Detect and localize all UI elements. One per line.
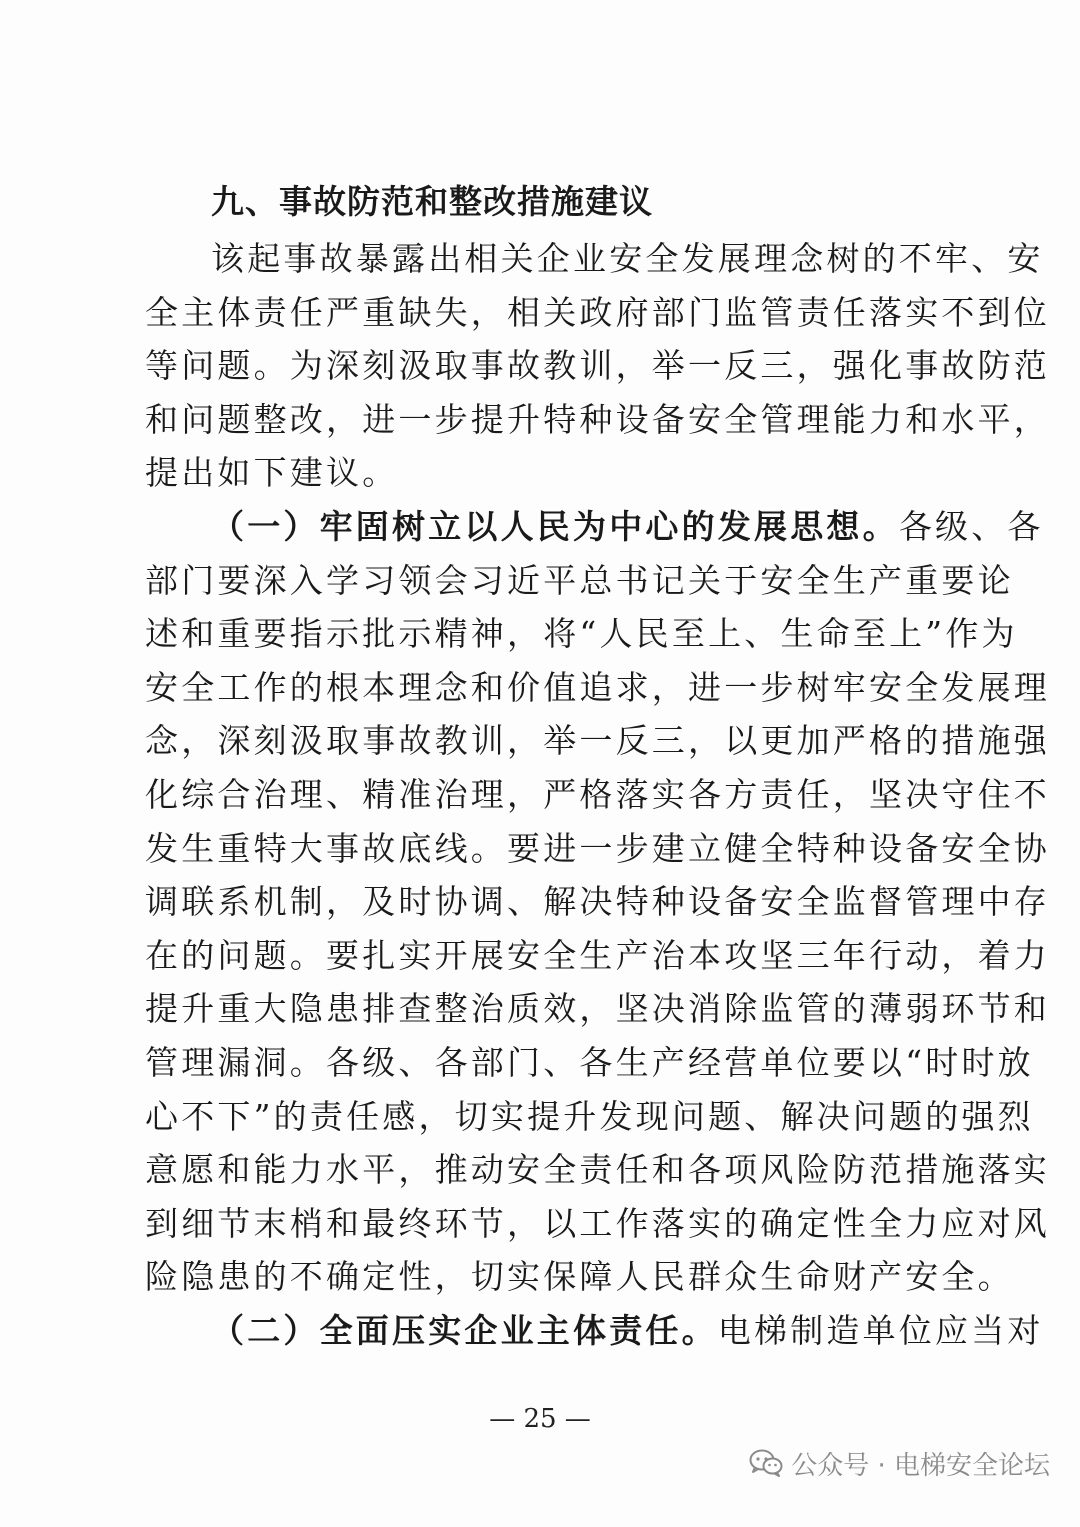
subsection-title: （一）牢固树立以人民为中心的发展思想。 [211,506,899,546]
watermark-text: 公众号 · 电梯安全论坛 [791,1450,1050,1481]
text-line [145,1304,1044,1358]
text-line: 念，深刻汲取事故教训，举一反三，以更加严格的措施强 [145,721,1050,761]
text-line: 和问题整改，进一步提升特种设备安全管理能力和水平， [145,399,1050,439]
text-line: 提出如下建议。 [145,453,399,493]
text-line: 化综合治理、精准治理，严格落实各方责任，坚决守住不 [145,774,1050,814]
text-line: 在的问题。要扎实开展安全生产治本攻坚三年行动，着力 [145,935,1050,975]
section-two-paragraph [145,1304,1044,1358]
text-line: 心不下”的责任感，切实提升发现问题、解决问题的强烈 [145,1096,1034,1136]
wechat-icon [749,1449,783,1477]
intro-paragraph [145,232,1050,500]
text-line: 到细节末梢和最终环节，以工作落实的确定性全力应对风 [145,1203,1050,1243]
text-fragment: 各级、各 [898,506,1044,546]
text-line: 述和重要指示批示精神，将“人民至上、生命至上”作为 [145,614,1018,654]
subsection-title: （二）全面压实企业主体责任。 [211,1310,718,1350]
text-line: 险隐患的不确定性，切实保障人民群众生命财产安全。 [145,1257,1014,1297]
section-heading: 九、事故防范和整改措施建议 [211,182,653,221]
document-body [145,172,1050,1357]
text-line: 意愿和能力水平，推动安全责任和各项风险防范措施落实 [145,1150,1050,1190]
text-line: 提升重大隐患排查整治质效，坚决消除监管的薄弱环节和 [145,989,1050,1029]
text-line: 调联系机制，及时协调、解决特种设备安全监督管理中存 [145,882,1050,922]
text-fragment: 电梯制造单位应当对 [717,1310,1044,1350]
text-line: 部门要深入学习领会习近平总书记关于安全生产重要论 [145,560,1014,600]
page-number: — 25 — [489,1404,591,1434]
text-line: 等问题。为深刻汲取事故教训，举一反三，强化事故防范 [145,346,1050,386]
wechat-watermark [749,1443,1050,1483]
section-one-paragraph [145,500,1050,1304]
text-line: 安全工作的根本理念和价值追求，进一步树牢安全发展理 [145,667,1050,707]
text-line: 管理漏洞。各级、各部门、各生产经营单位要以“时时放 [145,1042,1034,1082]
text-line: 该起事故暴露出相关企业安全发展理念树的不牢、安 [211,239,1044,278]
text-line: 发生重特大事故底线。要进一步建立健全特种设备安全协 [145,828,1050,868]
text-line: 全主体责任严重缺失，相关政府部门监管责任落实不到位 [145,292,1050,332]
text-line [145,500,1044,554]
